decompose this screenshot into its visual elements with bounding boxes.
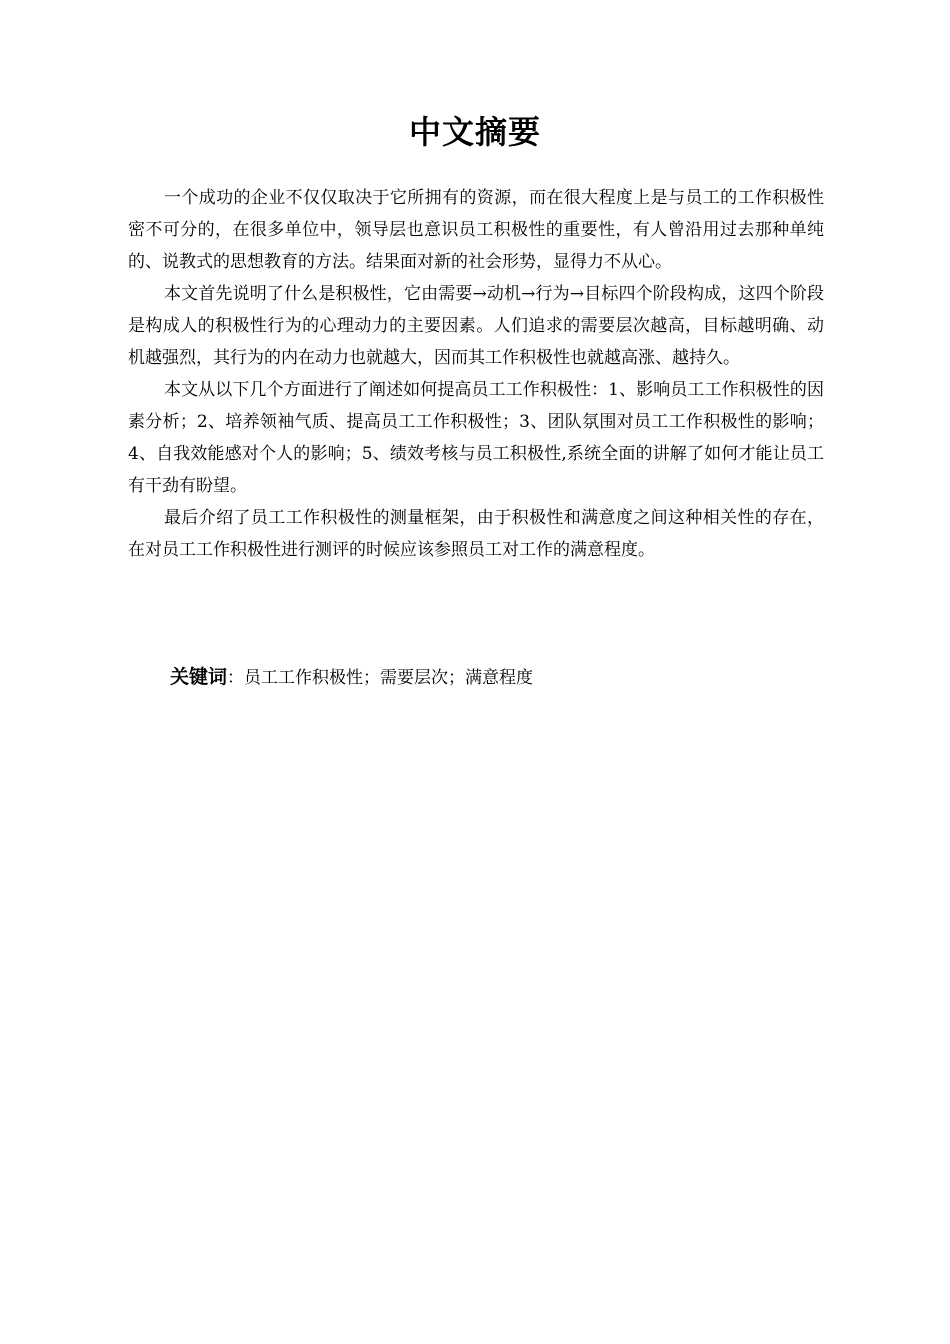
keywords-text: 员工工作积极性；需要层次；满意程度: [244, 668, 534, 688]
keywords-label: 关键词: [170, 666, 228, 688]
keywords-line: [170, 661, 830, 694]
abstract-paragraph-1: 一个成功的企业不仅仅取决于它所拥有的资源，而在很大程度上是与员工的工作积极性密不可分的，在很多单位中，领导层也意识员工积极性的重要性，有人曾沿用过去那种单纯的、说教式的思想教育的方法。结果面对新的社会形势，显得力不从心。: [128, 188, 824, 272]
abstract-paragraph-2: 本文首先说明了什么是积极性，它由需要→动机→行为→目标四个阶段构成，这四个阶段是构成人的积极性行为的心理动力的主要因素。人们追求的需要层次越高，目标越明确、动机越强烈，其行为的内在动力也就越大，因而其工作积极性也就越高涨、越持久。: [128, 284, 824, 368]
keywords-separator: ：: [227, 668, 245, 688]
abstract-body: [128, 182, 824, 566]
abstract-paragraph-3: 本文从以下几个方面进行了阐述如何提高员工工作积极性：1、影响员工工作积极性的因素分析；2、培养领袖气质、提高员工工作积极性；3、团队氛围对员工工作积极性的影响；4、自我效能感对个人的影响；5、绩效考核与员工积极性,系统全面的讲解了如何才能让员工有干劲有盼望。: [128, 380, 824, 496]
page-title: 中文摘要: [408, 113, 541, 151]
abstract-paragraph-4: 最后介绍了员工工作积极性的测量框架，由于积极性和满意度之间这种相关性的存在，在对员工工作积极性进行测评的时候应该参照员工对工作的满意程度。: [128, 508, 824, 560]
